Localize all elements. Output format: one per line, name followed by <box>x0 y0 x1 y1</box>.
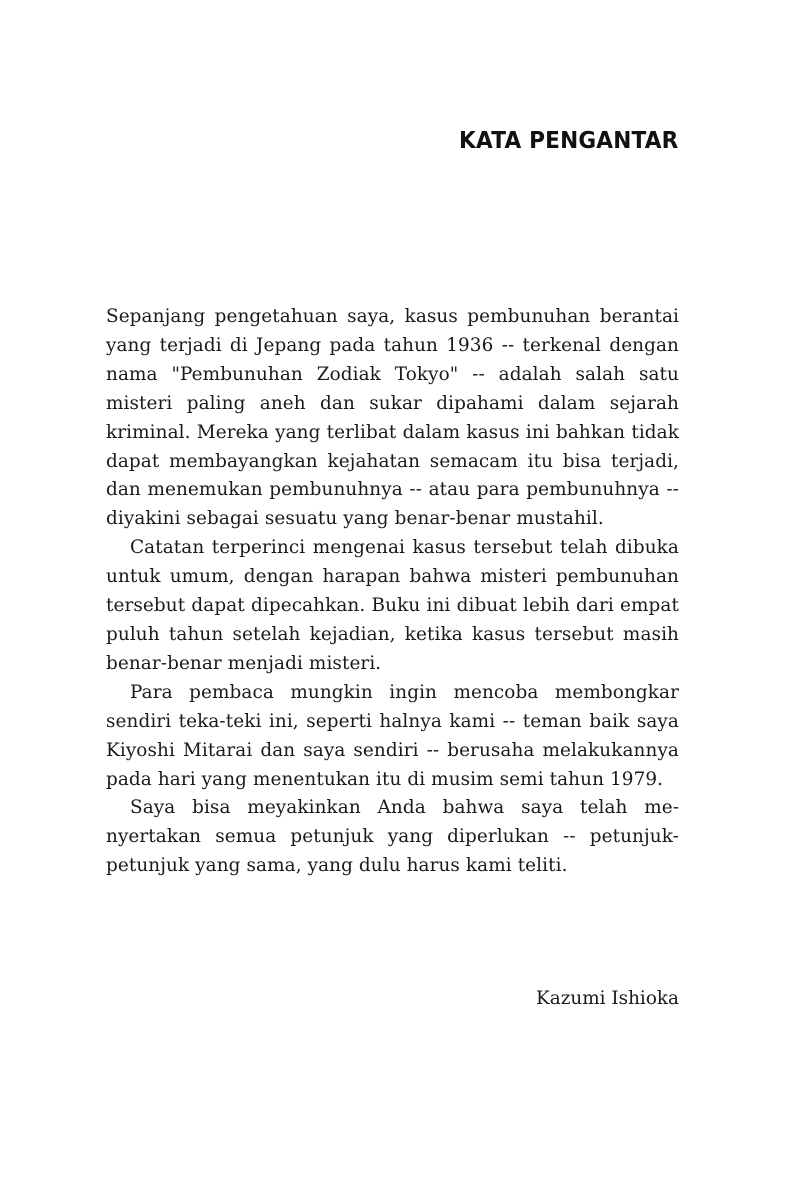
paragraph-4: Saya bisa meyakinkan Anda bahwa saya telah menyertakan semua petunjuk yang diperlukan -- petunjuk-petunjuk yang sama, yang dulu harus kami teliti. <box>106 797 679 877</box>
author-signature: Kazumi Ishioka <box>535 988 679 1009</box>
paragraph-2: Catatan terperinci mengenai kasus tersebut telah dibuka untuk umum, dengan harapan bahwa misteri pembunuhan tersebut dapat dipecahkan. Buku ini dibuat lebih dari empat puluh tahun setelah kejadian, ketika kasus tersebut masih benar-benar menjadi misteri. <box>106 537 679 674</box>
page-title: KATA PENGANTAR <box>459 128 679 154</box>
preface-body <box>106 303 679 881</box>
paragraph-3: Para pembaca mungkin ingin mencoba membongkar sendiri teka-teki ini, seperti halnya kami -- teman baik saya Kiyoshi Mitarai dan saya sendiri -- berusaha melakukannya pada hari yang menentukan itu di musim semi tahun 1979. <box>106 681 679 790</box>
paragraph-1: Sepanjang pengetahuan saya, kasus pembunuhan berantai yang terjadi di Jepang pada tahun 1936 -- terkenal dengan nama "Pembunuhan Zodiak Tokyo" -- adalah salah satu misteri paling aneh dan sukar dipahami dalam sejarah kriminal. Mereka yang terlibat dalam kasus ini bahkan tidak dapat membayangkan kejahatan semacam itu bisa terjadi, dan menemukan pembunuhnya -- atau para pembunuhnya -- diyakini sebagai sesuatu yang benar-benar mustahil. <box>106 306 679 530</box>
